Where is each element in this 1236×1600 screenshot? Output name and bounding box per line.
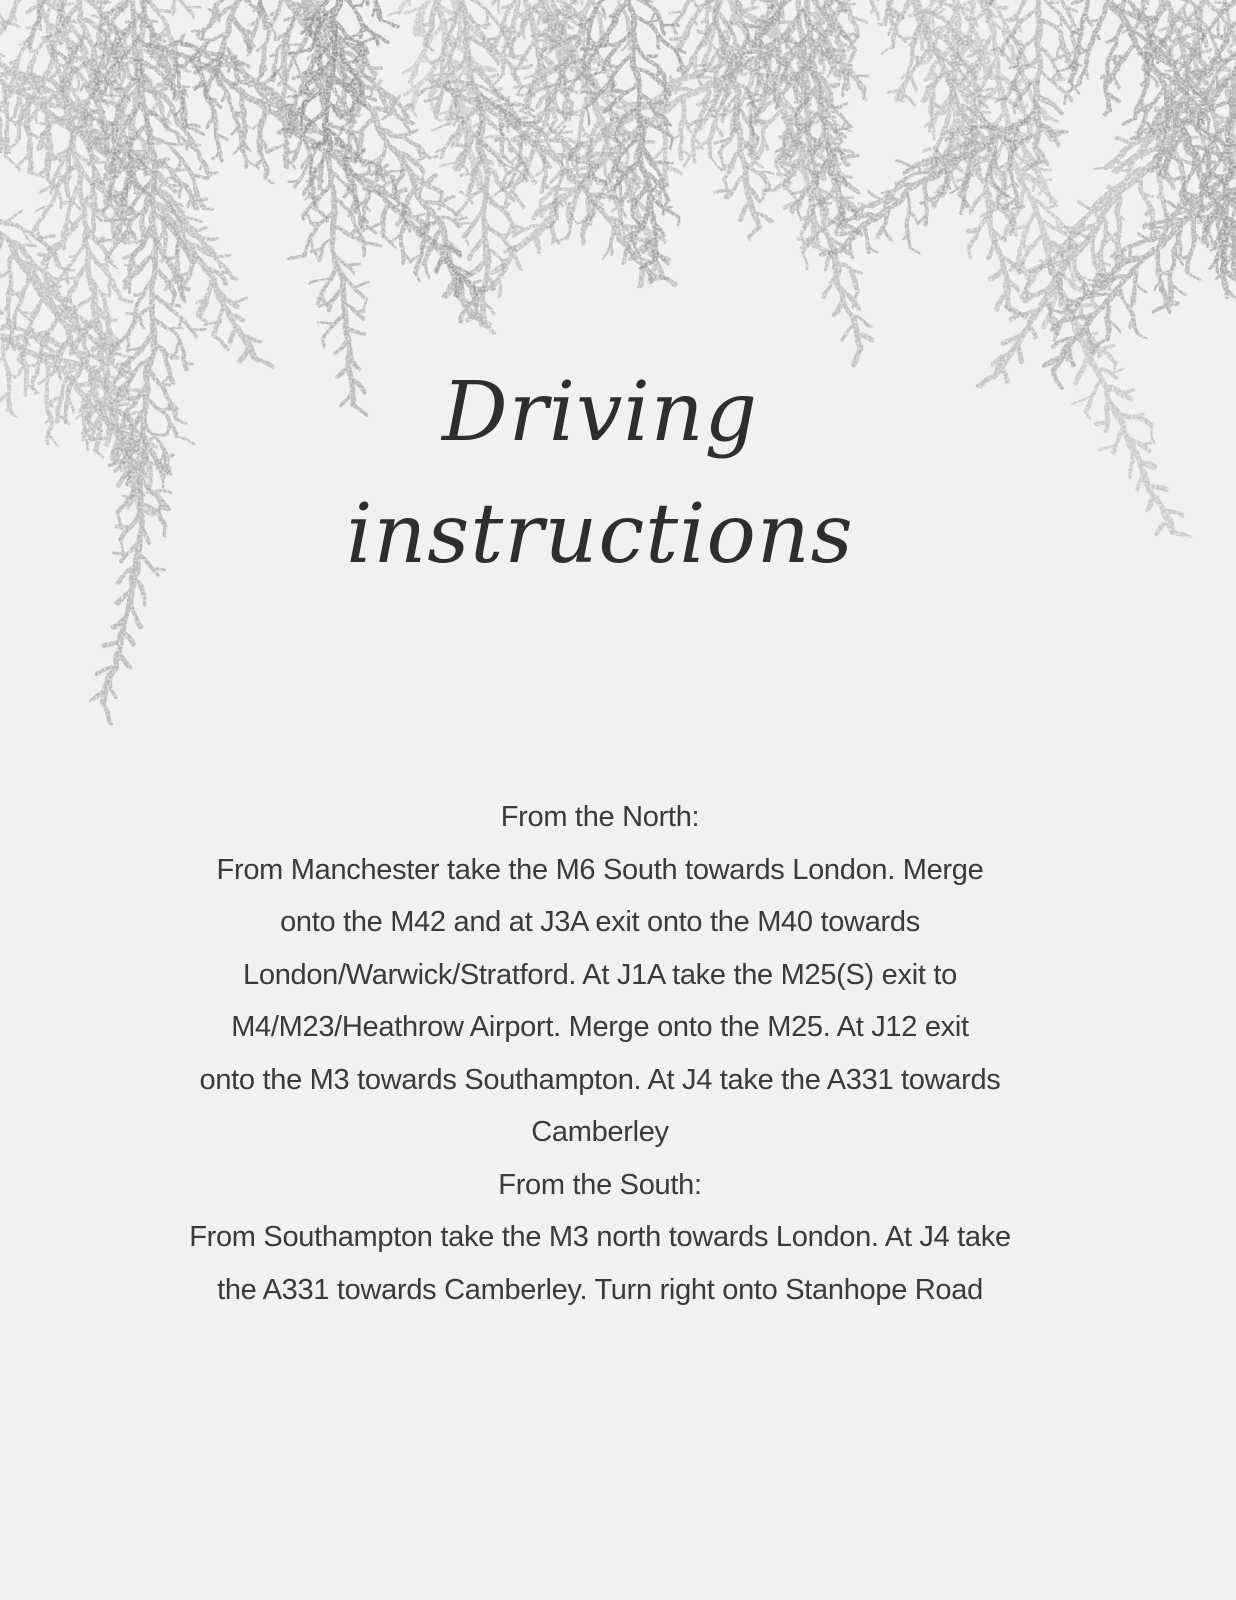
- directions-line: From the North:: [500, 801, 700, 833]
- directions-line: From the South:: [498, 1168, 702, 1201]
- directions-line: London/Warwick/Stratford. At J1A take the M25(S) exit to: [243, 958, 957, 991]
- directions-line: From Manchester take the M6 South towards London. Merge: [216, 853, 984, 886]
- directions-line: onto the M3 towards Southampton. At J4 take the A331 towards: [199, 1063, 1001, 1096]
- directions-line: Camberley: [531, 1116, 669, 1148]
- title-line-2: instructions: [346, 487, 854, 582]
- directions-text: [0, 791, 1200, 1316]
- directions-line: M4/M23/Heathrow Airport. Merge onto the M25. At J12 exit: [231, 1011, 969, 1043]
- page-title: [0, 352, 1200, 596]
- directions-line: the A331 towards Camberley. Turn right onto Stanhope Road: [217, 1273, 983, 1306]
- directions-line: From Southampton take the M3 north towards London. At J4 take: [189, 1221, 1011, 1253]
- title-line-1: Driving: [441, 365, 759, 460]
- directions-line: onto the M42 and at J3A exit onto the M40 towards: [280, 906, 920, 938]
